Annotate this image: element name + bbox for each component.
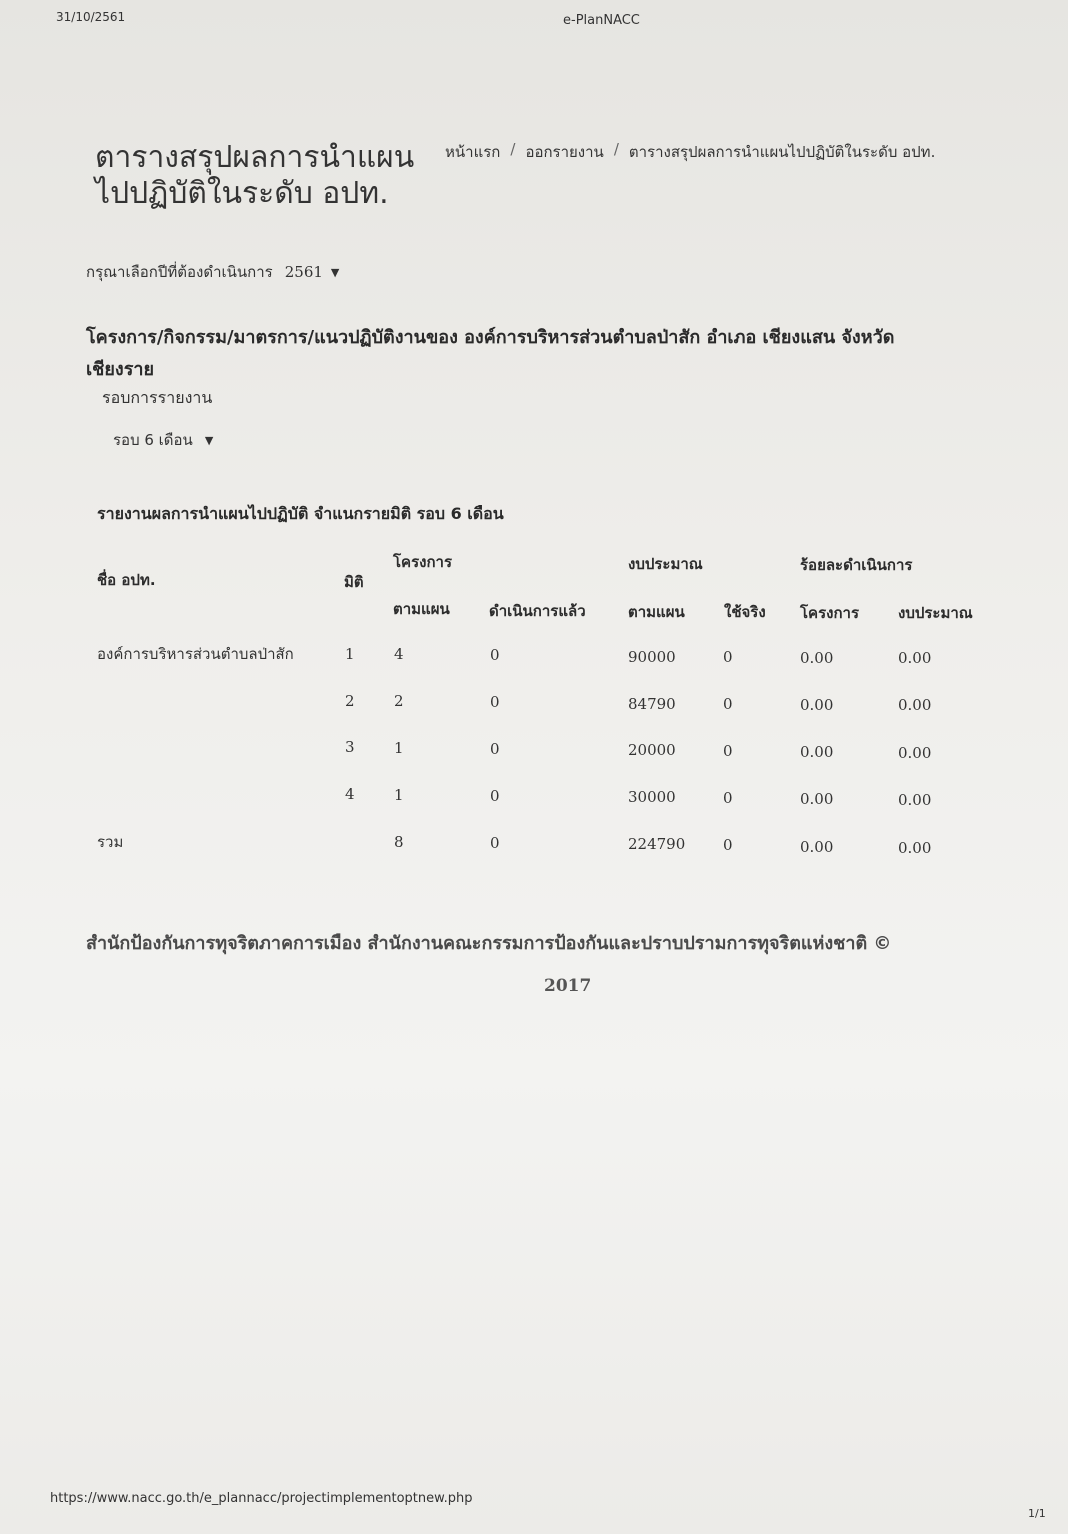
table-row-pct-projects: 0.00	[800, 790, 834, 808]
table-total-label: รวม	[97, 833, 124, 851]
year-select-value: 2561	[284, 263, 323, 281]
table-row-budget-planned: 30000	[628, 788, 676, 806]
breadcrumb-home[interactable]: หน้าแรก	[445, 143, 501, 161]
breadcrumb-reports[interactable]: ออกรายงาน	[525, 143, 604, 161]
table-row-budget-used: 0	[723, 742, 733, 760]
table-total-planned: 8	[394, 833, 404, 851]
footer-org: สำนักป้องกันการทุจริตภาคการเมือง สำนักงานคณะกรรมการป้องกันและปราบปรามการทุจริตแห่งชาติ ©	[86, 933, 892, 954]
report-title: รายงานผลการนำแผนไปปฏิบัติ จำแนกรายมิติ รอบ 6 เดือน	[97, 504, 504, 523]
round-select-value: รอบ 6 เดือน	[113, 431, 193, 449]
table-row-dimension: 3	[345, 738, 355, 756]
table-row-planned: 2	[394, 692, 404, 710]
table-row-budget-used: 0	[723, 789, 733, 807]
page-title: ตารางสรุปผลการนำแผนไปปฏิบัติในระดับ อปท.	[95, 140, 415, 211]
table-row-done: 0	[490, 693, 500, 711]
table-row-pct-budget: 0.00	[898, 696, 932, 714]
print-url: https://www.nacc.go.th/e_plannacc/projectimplementoptnew.php	[50, 1491, 473, 1506]
header-percent: ร้อยละดำเนินการ	[800, 556, 913, 574]
header-projects-planned: ตามแผน	[393, 600, 450, 618]
table-row-pct-budget: 0.00	[898, 791, 932, 809]
year-filter-label: กรุณาเลือกปีที่ต้องดำเนินการ	[86, 263, 273, 281]
year-filter	[86, 260, 339, 284]
table-row-pct-projects: 0.00	[800, 743, 834, 761]
table-row-dimension: 4	[345, 785, 355, 803]
header-budget: งบประมาณ	[628, 555, 703, 573]
table-row-budget-planned: 90000	[628, 648, 676, 666]
table-row-done: 0	[490, 787, 500, 805]
year-select[interactable]	[285, 263, 340, 281]
breadcrumb-separator: /	[613, 140, 619, 158]
table-total-done: 0	[490, 834, 500, 852]
print-site-name: e-PlanNACC	[563, 13, 640, 28]
breadcrumb-current: ตารางสรุปผลการนำแผนไปปฏิบัติในระดับ อปท.	[628, 143, 936, 161]
footer-year: 2017	[544, 976, 592, 996]
header-budget-used: ใช้จริง	[724, 603, 766, 621]
table-total-pct-projects: 0.00	[800, 838, 834, 856]
header-projects: โครงการ	[393, 553, 453, 571]
dropdown-caret-icon: ▼	[204, 433, 214, 447]
table-row-dimension: 2	[345, 692, 355, 710]
table-row-budget-planned: 84790	[628, 695, 676, 713]
table-row-pct-budget: 0.00	[898, 744, 932, 762]
table-row-planned: 4	[394, 645, 404, 663]
table-row-done: 0	[490, 740, 500, 758]
table-row-planned: 1	[394, 739, 404, 757]
dropdown-caret-icon: ▼	[330, 265, 340, 279]
table-row-pct-projects: 0.00	[800, 696, 834, 714]
header-projects-done: ดำเนินการแล้ว	[489, 602, 586, 620]
table-total-budget-planned: 224790	[628, 835, 686, 853]
table-row-org: องค์การบริหารส่วนตำบลป่าสัก	[97, 645, 294, 663]
header-percent-projects: โครงการ	[800, 604, 860, 622]
table-row-done: 0	[490, 646, 500, 664]
header-org-name: ชื่อ อปท.	[97, 571, 156, 589]
print-page-number: 1/1	[1028, 1507, 1046, 1520]
org-heading: โครงการ/กิจกรรม/มาตรการ/แนวปฏิบัติงานของ องค์การบริหารส่วนตำบลป่าสัก อำเภอ เชียงแสน จังหวัด เชียงราย	[86, 327, 895, 380]
table-row-budget-planned: 20000	[628, 741, 676, 759]
table-total-pct-budget: 0.00	[898, 839, 932, 857]
header-dimension: มิติ	[344, 573, 364, 591]
table-total-budget-used: 0	[723, 836, 733, 854]
table-row-budget-used: 0	[723, 695, 733, 713]
header-percent-budget: งบประมาณ	[898, 604, 973, 622]
table-row-pct-projects: 0.00	[800, 649, 834, 667]
table-row-pct-budget: 0.00	[898, 649, 932, 667]
header-budget-planned: ตามแผน	[628, 603, 685, 621]
round-select[interactable]	[113, 428, 213, 452]
breadcrumb	[445, 140, 935, 164]
round-filter-label: รอบการรายงาน	[102, 388, 213, 407]
table-row-budget-used: 0	[723, 648, 733, 666]
breadcrumb-separator: /	[510, 140, 516, 158]
table-row-dimension: 1	[345, 645, 355, 663]
print-date: 31/10/2561	[56, 10, 126, 24]
table-row-planned: 1	[394, 786, 404, 804]
